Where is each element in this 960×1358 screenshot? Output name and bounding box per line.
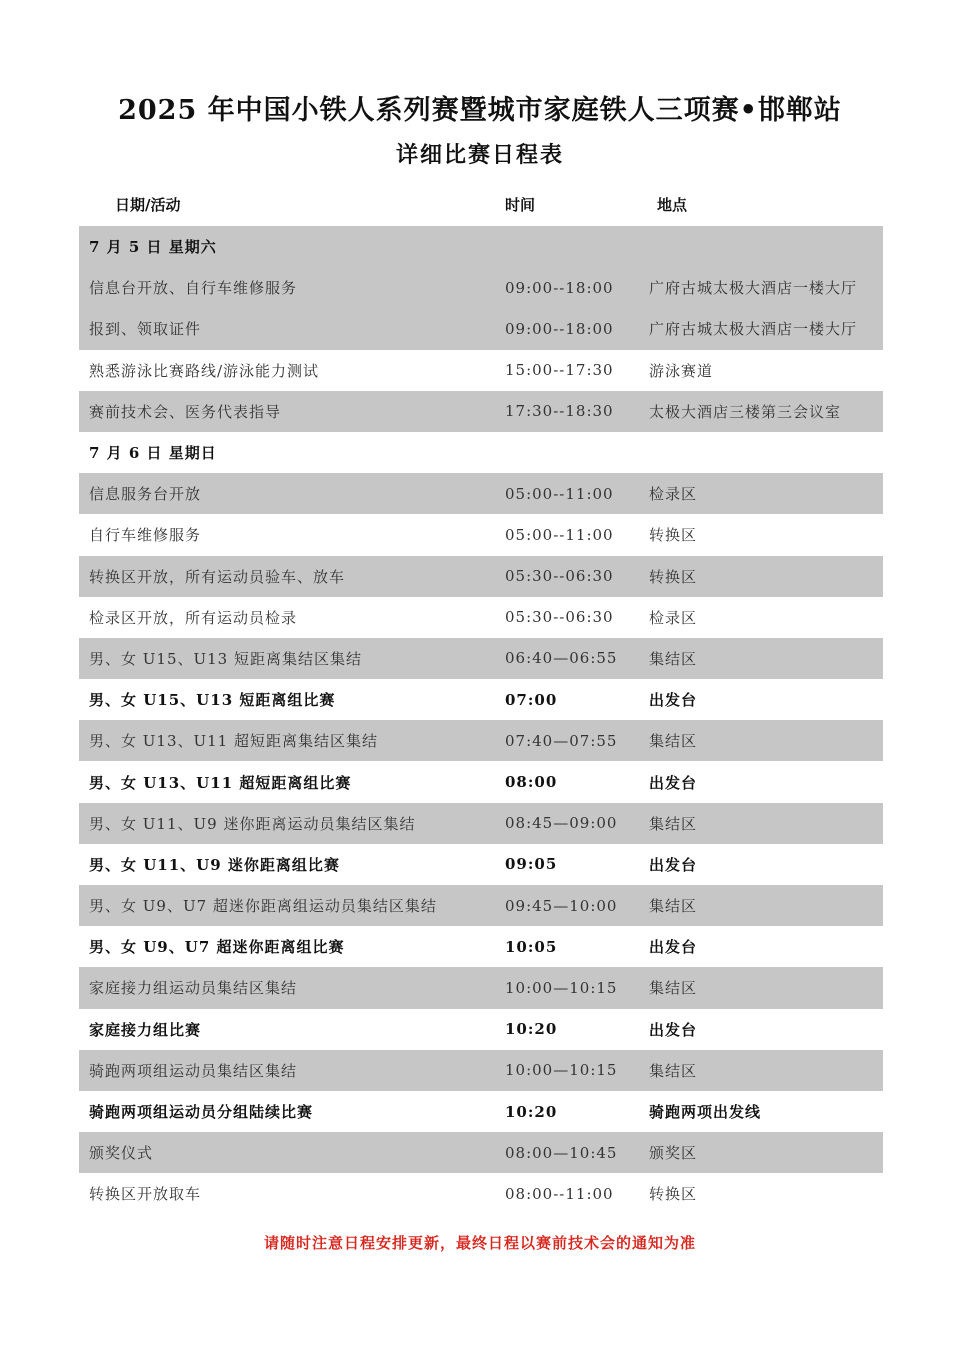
table-row bbox=[79, 514, 883, 555]
page-title: 2025 年中国小铁人系列赛暨城市家庭铁人三项赛•邯郸站 bbox=[118, 95, 842, 126]
row-location: 出发台 bbox=[649, 773, 698, 792]
row-activity: 男、女 U13、U11 超短距离组比赛 bbox=[89, 773, 352, 792]
row-activity: 男、女 U11、U9 迷你距离组比赛 bbox=[89, 855, 340, 874]
row-time: 15:00--17:30 bbox=[505, 361, 614, 380]
table-row bbox=[79, 473, 883, 514]
table-row bbox=[79, 226, 883, 267]
row-time: 10:00—10:15 bbox=[505, 1061, 618, 1080]
table-row bbox=[79, 638, 883, 679]
table-row bbox=[79, 1132, 883, 1173]
row-time: 10:05 bbox=[505, 937, 558, 956]
row-location bbox=[649, 432, 881, 473]
table-row bbox=[79, 556, 883, 597]
table-row bbox=[79, 844, 883, 885]
row-location: 广府古城太极大酒店一楼大厅 bbox=[649, 320, 858, 339]
row-time: 08:00 bbox=[505, 773, 558, 792]
row-activity: 男、女 U11、U9 迷你距离运动员集结区集结 bbox=[89, 814, 416, 833]
row-location: 出发台 bbox=[649, 855, 698, 874]
table-row bbox=[79, 679, 883, 720]
row-activity: 检录区开放，所有运动员检录 bbox=[89, 608, 298, 627]
row-activity: 男、女 U9、U7 超迷你距离组运动员集结区集结 bbox=[89, 897, 437, 916]
row-activity: 报到、领取证件 bbox=[89, 320, 202, 339]
row-time: 07:40—07:55 bbox=[505, 731, 618, 750]
row-activity: 骑跑两项组运动员集结区集结 bbox=[89, 1061, 298, 1080]
row-location: 太极大酒店三楼第三会议室 bbox=[649, 402, 842, 421]
table-row bbox=[79, 885, 883, 926]
row-activity: 男、女 U15、U13 短距离组比赛 bbox=[89, 691, 336, 710]
row-location: 出发台 bbox=[649, 938, 698, 957]
row-activity: 7 月 5 日 星期六 bbox=[89, 238, 217, 257]
row-location: 出发台 bbox=[649, 1020, 698, 1039]
row-activity: 家庭接力组比赛 bbox=[89, 1020, 202, 1039]
row-activity: 男、女 U9、U7 超迷你距离组比赛 bbox=[89, 938, 345, 957]
table-row bbox=[79, 597, 883, 638]
row-time: 17:30--18:30 bbox=[505, 402, 614, 421]
row-activity: 骑跑两项组运动员分组陆续比赛 bbox=[89, 1103, 314, 1122]
row-time: 10:00—10:15 bbox=[505, 978, 618, 997]
row-time: 05:30--06:30 bbox=[505, 608, 614, 627]
row-activity: 7 月 6 日 星期日 bbox=[89, 444, 217, 463]
row-time: 06:40—06:55 bbox=[505, 649, 618, 668]
row-location: 游泳赛道 bbox=[649, 361, 714, 380]
page-subtitle: 详细比赛日程表 bbox=[395, 142, 564, 168]
row-time: 09:00--18:00 bbox=[505, 278, 614, 297]
table-row bbox=[79, 926, 883, 967]
table-header bbox=[79, 182, 883, 226]
header-time: 时间 bbox=[505, 195, 536, 214]
row-activity: 转换区开放取车 bbox=[89, 1185, 202, 1204]
row-activity: 男、女 U13、U11 超短距离集结区集结 bbox=[89, 732, 378, 751]
table-row bbox=[79, 308, 883, 349]
row-location: 集结区 bbox=[649, 897, 698, 916]
update-notice: 请随时注意日程安排更新，最终日程以赛前技术会的通知为准 bbox=[263, 1234, 696, 1252]
row-time: 07:00 bbox=[505, 690, 558, 709]
row-activity: 转换区开放，所有运动员验车、放车 bbox=[89, 567, 346, 586]
row-location: 集结区 bbox=[649, 814, 698, 833]
row-location bbox=[649, 226, 881, 267]
row-activity: 信息服务台开放 bbox=[89, 485, 202, 504]
row-location: 集结区 bbox=[649, 649, 698, 668]
row-time: 08:00--11:00 bbox=[505, 1184, 614, 1203]
table-row bbox=[79, 1091, 883, 1132]
row-location: 集结区 bbox=[649, 1061, 698, 1080]
row-time: 09:00--18:00 bbox=[505, 319, 614, 338]
row-activity: 男、女 U15、U13 短距离集结区集结 bbox=[89, 649, 362, 668]
row-time: 05:30--06:30 bbox=[505, 567, 614, 586]
row-activity: 熟悉游泳比赛路线/游泳能力测试 bbox=[89, 361, 320, 380]
row-activity: 颁奖仪式 bbox=[89, 1144, 154, 1163]
table-row bbox=[79, 1173, 883, 1214]
row-time: 09:45—10:00 bbox=[505, 896, 618, 915]
table-row bbox=[79, 720, 883, 761]
table-row bbox=[79, 803, 883, 844]
header-location: 地点 bbox=[657, 195, 688, 214]
row-activity: 家庭接力组运动员集结区集结 bbox=[89, 979, 298, 998]
row-location: 转换区 bbox=[649, 1185, 698, 1204]
row-time: 10:20 bbox=[505, 1102, 558, 1121]
row-time: 10:20 bbox=[505, 1020, 558, 1039]
table-row bbox=[79, 1050, 883, 1091]
table-row bbox=[79, 350, 883, 391]
row-location: 广府古城太极大酒店一楼大厅 bbox=[649, 279, 858, 298]
table-row bbox=[79, 761, 883, 802]
row-time bbox=[505, 432, 645, 473]
table-row bbox=[79, 967, 883, 1008]
table-row bbox=[79, 391, 883, 432]
row-location: 骑跑两项出发线 bbox=[649, 1103, 762, 1122]
row-location: 转换区 bbox=[649, 526, 698, 545]
row-time: 09:05 bbox=[505, 855, 558, 874]
row-location: 出发台 bbox=[649, 691, 698, 710]
row-activity: 自行车维修服务 bbox=[89, 526, 202, 545]
row-time: 08:45—09:00 bbox=[505, 814, 618, 833]
row-activity: 赛前技术会、医务代表指导 bbox=[89, 402, 282, 421]
row-location: 集结区 bbox=[649, 732, 698, 751]
row-time bbox=[505, 226, 645, 267]
row-location: 检录区 bbox=[649, 485, 698, 504]
row-location: 转换区 bbox=[649, 567, 698, 586]
schedule-table bbox=[79, 182, 883, 1215]
row-time: 05:00--11:00 bbox=[505, 484, 614, 503]
row-time: 08:00—10:45 bbox=[505, 1143, 618, 1162]
row-location: 集结区 bbox=[649, 979, 698, 998]
row-location: 颁奖区 bbox=[649, 1144, 698, 1163]
table-row bbox=[79, 1009, 883, 1050]
row-activity: 信息台开放、自行车维修服务 bbox=[89, 279, 298, 298]
header-activity: 日期/活动 bbox=[115, 195, 181, 214]
row-location: 检录区 bbox=[649, 608, 698, 627]
table-row bbox=[79, 267, 883, 308]
table-row bbox=[79, 432, 883, 473]
row-time: 05:00--11:00 bbox=[505, 525, 614, 544]
